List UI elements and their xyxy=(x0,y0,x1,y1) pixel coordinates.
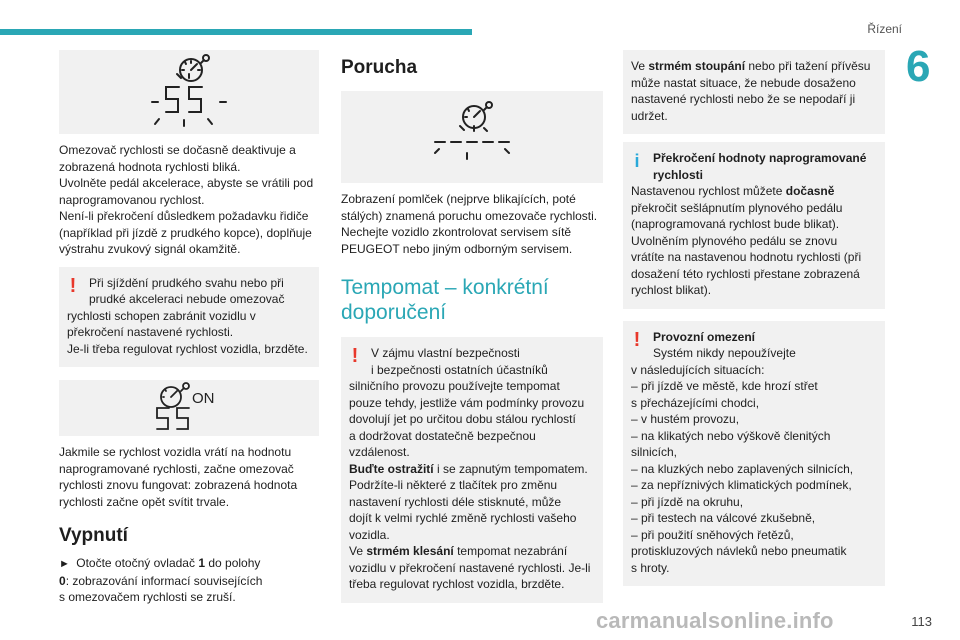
display-flashing-panel xyxy=(59,50,319,134)
column-2 xyxy=(341,50,603,603)
warning-icon: ! xyxy=(351,345,359,367)
warning-box-limits: ! Provozní omezení Systém nikdy nepoužívejte v následujících situacích: – při jízdě ve městě, kde hrozí střet s přecházejícími chodci, – v hustém provozu, – na klikatých nebo výškově členitých silnicích, – na kluzkých nebo zaplavených silnicích, – za nepříznivých klimatických podmínek, – při jízdě na okruhu, – při testech na válcové zkušebně, – při použití sněhových řetězů, protiskluzových návleků nebo pneumatik s hroty. xyxy=(623,321,885,587)
heading-cruise-recommendations: Tempomat – konkrétní doporučení xyxy=(341,276,549,324)
header-rule xyxy=(0,29,472,35)
section-title: Řízení xyxy=(867,22,902,36)
warning-box-cruise: ! V zájmu vlastní bezpečnosti i bezpečnosti ostatních účastníků silničního provozu používejte tempomat pouze tehdy, jestliže vám podmínky provozu dovolují jet po určitou dobu stálou rychlostí a dodržovat dostatečně bezpečnou vzdálenost. Buďte ostražití i se zapnutým tempomatem. Podržíte-li některé z tlačítek pro změnu nastavení rychlosti déle stisknuté, může dojít k velmi rychlé změně rychlosti vašeho vozidla. Ve strmém klesání tempomat nezabrání vozidlu v překročení nastavené rychlosti. Je-li třeba regulovat rychlost vozidla, brzděte. xyxy=(341,337,603,603)
info-box-exceed: i Překročení hodnoty naprogramované rychlosti Nastavenou rychlost můžete dočasně překročit sešlápnutím plynového pedálu (naprogramovaná rychlost bude blikat). Uvolněním plynového pedálu se znovu vrátíte na nastavenou hodnotu rychlosti (při dosažení této rychlosti přestane zobrazená rychlost blikat). xyxy=(623,142,885,309)
display-on-panel xyxy=(59,380,319,436)
speedometer-flash-icon xyxy=(144,52,234,132)
column-1 xyxy=(59,50,319,606)
watermark: carmanualsonline.info xyxy=(596,608,834,633)
speedometer-on-icon xyxy=(149,381,229,435)
heading-switch-off: Vypnutí xyxy=(59,525,128,546)
speedometer-fault-icon xyxy=(427,97,517,177)
info-icon: i xyxy=(634,151,640,171)
page-number: 113 xyxy=(911,614,932,629)
svg-text:ON: ON xyxy=(192,390,215,407)
display-fault-panel xyxy=(341,91,603,183)
resume-paragraph: Jakmile se rychlost vozidla vrátí na hodnotu naprogramované rychlosti, začne omezovač rychlosti znovu fungovat: zobrazená hodnota rychlosti začne opět svítit trvale. xyxy=(59,445,298,509)
note-box-climb: Ve strmém stoupání nebo při tažení přívěsu může nastat situace, že nebude dosaženo nastavené rychlosti nebo že se nepodaří ji udržet. xyxy=(623,50,885,134)
switch-off-paragraph: ► Otočte otočný ovladač 1 do polohy 0: zobrazování informací souvisejících s omezovačem rychlosti se zruší. xyxy=(59,556,263,604)
warning-icon: ! xyxy=(633,328,641,351)
chapter-number: 6 xyxy=(906,42,931,91)
fault-paragraph: Zobrazení pomlček (nejprve blikajících, poté stálých) znamená poruchu omezovače rychlosti. Nechejte vozidlo zkontrolovat servisem sítě PEUGEOT nebo jiným odborným servisem. xyxy=(341,192,598,256)
column-3 xyxy=(623,50,885,586)
heading-fault: Porucha xyxy=(341,57,418,78)
warning-box-downhill: ! Při sjíždění prudkého svahu nebo při prudké akceleraci nebude omezovač rychlosti schopen zabránit vozidlu v překročení nastavené rychlosti. Je-li třeba regulovat rychlost vozidla, brzděte. xyxy=(59,267,319,368)
warning-icon: ! xyxy=(69,274,77,297)
flashing-paragraph: Omezovač rychlosti se dočasně deaktivuje a zobrazená hodnota rychlosti bliká. Uvolněte pedál akcelerace, abyste se vrátili pod naprogramovanou rychlost. Není-li překročení důsledkem požadavku řidiče (například při jízdě z prudkého kopce), doplňuje výstrahu zvukový signál okamžitě. xyxy=(59,143,314,256)
